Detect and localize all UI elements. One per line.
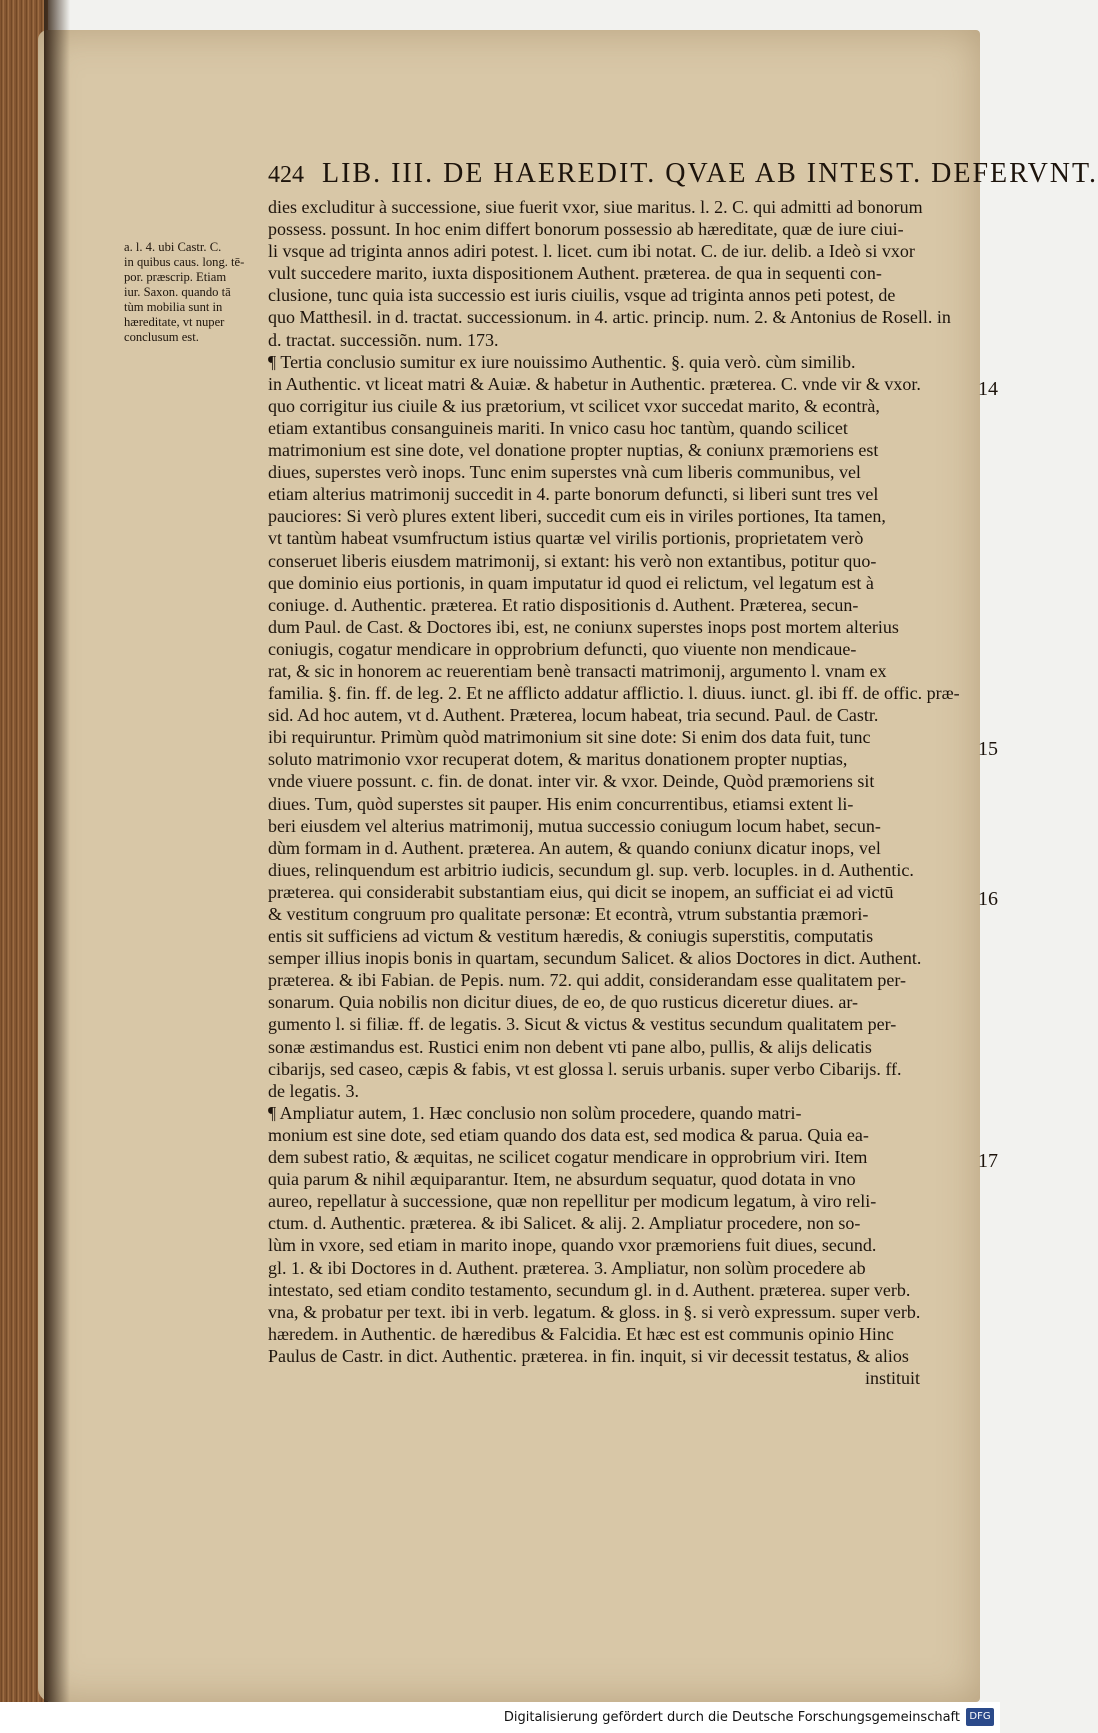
side-number: 15 [978, 738, 998, 760]
body-line: beri eiusdem vel alterius matrimonij, mutua successio coniugum locum habet, secun- [268, 815, 881, 836]
body-line: sonæ æstimandus est. Rustici enim non debent vti pane albo, pullis, & alijs delicatis [268, 1036, 872, 1057]
body-line: ibi requiruntur. Primùm quòd matrimonium sit sine dote: Si enim dos data fuit, tunc [268, 727, 871, 748]
body-line: soluto matrimonio vxor recuperat dotem, & maritus donationem propter nuptias, [268, 749, 848, 770]
body-line: diues, superstes verò inops. Tunc enim superstes vnà cum liberis communibus, vel [268, 462, 861, 483]
body-line: familia. §. fin. ff. de leg. 2. Et ne afflicto addatur afflictio. l. diuus. iunct. gl. ibi ff. de offic. præ- [268, 683, 960, 704]
body-line: semper illius inopis bonis in quartam, secundum Salicet. & alios Doctores in dict. Authent. [268, 948, 922, 969]
footer-bar [0, 1702, 1000, 1733]
footer-credit: Digitalisierung gefördert durch die Deutsche Forschungsgemeinschaft [503, 1710, 960, 1725]
body-line: cibarijs, sed caseo, cæpis & fabis, vt est glossa l. seruis urbanis. super verbo Cibarijs. ff. [268, 1058, 902, 1079]
body-line: quo Matthesil. in d. tractat. successionum. in 4. artic. princip. num. 2. & Antonius de Rosell. in [268, 307, 951, 328]
body-line: ¶ Ampliatur autem, 1. Hæc conclusio non solùm procedere, quando matri- [268, 1102, 802, 1123]
margin-note-line: tùm mobilia sunt in [124, 300, 223, 314]
dfg-logo: DFG [966, 1708, 994, 1726]
body-line: etiam alterius matrimonij succedit in 4. parte bonorum defuncti, si liberi sunt tres vel [268, 484, 879, 505]
body-line: li vsque ad triginta annos adiri potest. l. licet. cum ibi notat. C. de iur. delib. a Ideò si vxor [268, 241, 915, 262]
body-line: clusione, tunc quia ista successio est iuris ciuilis, vsque ad triginta annos peti potest, de [268, 285, 896, 306]
body-line: matrimonium est sine dote, vel donatione propter nuptias, & coniunx præmoriens est [268, 440, 879, 461]
body-line: conseruet liberis eiusdem matrimonij, si extant: his verò non extantibus, potitur quo- [268, 550, 877, 571]
body-line: pauciores: Si verò plures extent liberi, succedit cum eis in viriles portiones, Ita tamen, [268, 506, 886, 527]
body-line: dum Paul. de Cast. & Doctores ibi, est, ne coniunx superstes inops post mortem alterius [268, 616, 899, 637]
running-header [268, 158, 1098, 196]
body-line: lùm in vxore, sed etiam in marito inope, quando vxor præmoriens fuit diues, secund. [268, 1235, 877, 1256]
side-number: 16 [978, 888, 998, 910]
body-line: coniugis, cogatur mendicare in opprobrium defuncti, quo viuente non mendicaue- [268, 638, 857, 659]
body-line: quo corrigitur ius ciuile & ius prætorium, vt scilicet vxor succedat marito, & econtrà, [268, 395, 880, 416]
margin-note [124, 240, 270, 345]
body-line: vt tantùm habeat vsumfructum istius quartæ vel virilis portionis, proprietatem verò [268, 528, 864, 549]
body-line: diues. Tum, quòd superstes sit pauper. His enim concurrentibus, etiamsi extent li- [268, 793, 854, 814]
body-line: Paulus de Castr. in dict. Authentic. præterea. in fin. inquit, si vir decessit testatus, & alios [268, 1345, 909, 1366]
body-line: quia parum & nihil æquiparantur. Item, ne absurdum sequatur, quod dotata in vno [268, 1169, 856, 1190]
page-number: 424 [268, 162, 304, 188]
body-line: sonarum. Quia nobilis non dicitur diues, de eo, de quo rusticus diceretur diues. ar- [268, 992, 859, 1013]
body-line: entis sit sufficiens ad victum & vestitum hæredis, & coniugis superstitis, computatis [268, 926, 874, 947]
margin-note-line: a. l. 4. ubi Castr. C. [124, 240, 222, 254]
body-line: hæredem. in Authentic. de hæredibus & Falcidia. Et hæc est est communis opinio Hinc [268, 1323, 894, 1344]
body-line: & vestitum congruum pro qualitate personæ: Et econtrà, vtrum substantia præmori- [268, 904, 869, 924]
body-line: præterea. & ibi Fabian. de Pepis. num. 72. qui addit, considerandam esse qualitatem per- [268, 970, 906, 991]
body-line: intestato, sed etiam condito testamento, secundum gl. in d. Authent. præterea. super verb. [268, 1279, 911, 1300]
body-line: monium est sine dote, sed etiam quando dos data est, sed modica & parua. Quia ea- [268, 1124, 869, 1145]
body-line: d. tractat. successiõn. num. 173. [268, 329, 499, 350]
body-line: vult succedere marito, iuxta dispositionem Authent. præterea. de qua in sequenti con- [268, 263, 882, 284]
side-number: 17 [978, 1150, 998, 1172]
margin-note-line: in quibus caus. long. tē- [124, 255, 245, 269]
margin-note-line: hæreditate, vt nuper [124, 315, 225, 329]
gutter-shadow [44, 0, 70, 1733]
body-line: aureo, repellatur à successione, quæ non repellitur per modicum legatum, à viro reli- [268, 1191, 877, 1212]
margin-note-line: iur. Saxon. quando tā [124, 285, 231, 299]
body-line: vnde viuere possunt. c. fin. de donat. inter vir. & vxor. Deinde, Quòd præmoriens sit [268, 771, 875, 792]
body-line: de legatis. 3. [268, 1080, 359, 1101]
body-line: dùm formam in d. Authent. præterea. An autem, & quando coniunx dicatur inops, vel [268, 837, 881, 858]
body-line: gumento l. si filiæ. ff. de legatis. 3. Sicut & victus & vestitus secundum qualitatem per- [268, 1014, 897, 1035]
margin-note-line: por. præscrip. Etiam [124, 270, 227, 284]
body-line: instituit [864, 1367, 920, 1388]
body-line: possess. possunt. In hoc enim differt bonorum possessio ab hæreditate, quæ de iure ciui- [268, 219, 904, 240]
body-line: rat, & sic in honorem ac reuerentiam benè transacti matrimonij, argumento l. vnam ex [268, 660, 887, 681]
body-line: diues, relinquendum est arbitrio iudicis, secundum gl. sup. verb. locuples. in d. Authentic. [268, 859, 914, 880]
body-line: ¶ Tertia conclusio sumitur ex iure nouissimo Authentic. §. quia verò. cùm similib. [268, 351, 856, 372]
body-line: que dominio eius portionis, in quam imputatur id quod ei relictum, vel legatum est à [268, 572, 874, 593]
body-line: dem subest ratio, & æquitas, ne scilicet cogatur mendicare in opprobrium viri. Item [268, 1147, 868, 1168]
side-number: 14 [978, 378, 998, 400]
body-line: dies excluditur à successione, siue fuerit vxor, siue maritus. l. 2. C. qui admitti ad bonorum [268, 197, 923, 217]
body-line: præterea. qui considerabit substantiam eius, qui dicit se inopem, an sufficiat ei ad victū [268, 881, 894, 902]
body-line: in Authentic. vt liceat matri & Auiæ. & habetur in Authentic. præterea. C. vnde vir & vxor. [268, 373, 921, 394]
body-line: etiam extantibus consanguineis mariti. In vnico casu hoc tantùm, quando scilicet [268, 417, 848, 438]
margin-note-line: conclusum est. [124, 330, 199, 344]
body-line: gl. 1. & ibi Doctores in d. Authent. præterea. 3. Ampliatur, non solùm procedere ab [268, 1257, 866, 1278]
body-line: vna, & probatur per text. ibi in verb. legatum. & gloss. in §. si verò expressum. super verb. [268, 1301, 921, 1322]
body-line: ctum. d. Authentic. præterea. & ibi Salicet. & alij. 2. Ampliatur procedere, non so- [268, 1213, 861, 1234]
body-text [268, 196, 968, 1389]
body-line: sid. Ad hoc autem, vt d. Authent. Præterea, locum habeat, tria secund. Paul. de Castr. [268, 705, 879, 726]
body-line: coniuge. d. Authentic. præterea. Et ratio dispositionis d. Authent. Præterea, secun- [268, 594, 859, 615]
header-title: LIB. III. DE HAEREDIT. QVAE AB INTEST. DEFERVNT. [322, 158, 1098, 189]
